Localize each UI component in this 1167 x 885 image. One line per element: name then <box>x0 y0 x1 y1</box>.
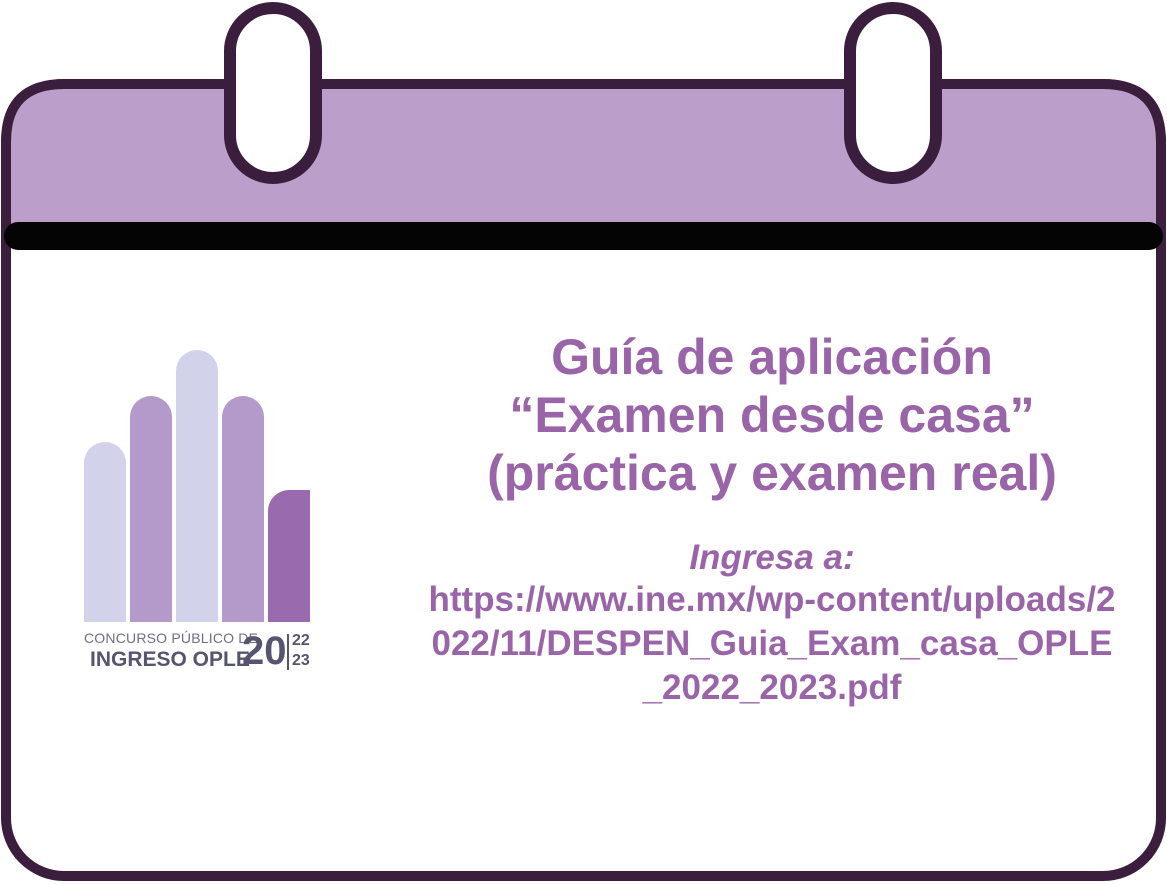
ople-logo <box>84 350 324 680</box>
logo-bar-1 <box>84 442 126 622</box>
content-block <box>380 328 1164 710</box>
calendar-header <box>6 84 1161 234</box>
ingresa-label: Ingresa a: <box>689 538 855 577</box>
logo-year-big: 20 <box>242 629 287 673</box>
title-line-2: “Examen desde casa” <box>509 387 1035 443</box>
logo-bar-3 <box>176 350 218 622</box>
logo-bars <box>84 350 310 622</box>
logo-divider <box>287 634 289 670</box>
right-ring-icon <box>850 8 936 178</box>
logo-year-small-top: 22 <box>292 632 310 649</box>
logo-year-small-bottom: 23 <box>292 652 310 669</box>
title-line-1: Guía de aplicación <box>551 329 993 385</box>
guide-url: https://www.ine.mx/wp-content/uploads/2022/11/DESPEN_Guia_Exam_casa_OPLE_2022_2023.pdf <box>428 580 1116 707</box>
logo-line1: CONCURSO PÚBLICO DE <box>84 630 259 646</box>
calendar-separator <box>4 222 1163 250</box>
left-ring-icon <box>230 8 316 178</box>
logo-caption <box>84 630 324 674</box>
logo-line2: INGRESO OPLE <box>90 648 250 671</box>
logo-bar-4 <box>222 396 264 622</box>
logo-bar-5 <box>268 490 310 622</box>
logo-bar-2 <box>130 396 172 622</box>
title-line-3: (práctica y examen real) <box>487 445 1057 501</box>
